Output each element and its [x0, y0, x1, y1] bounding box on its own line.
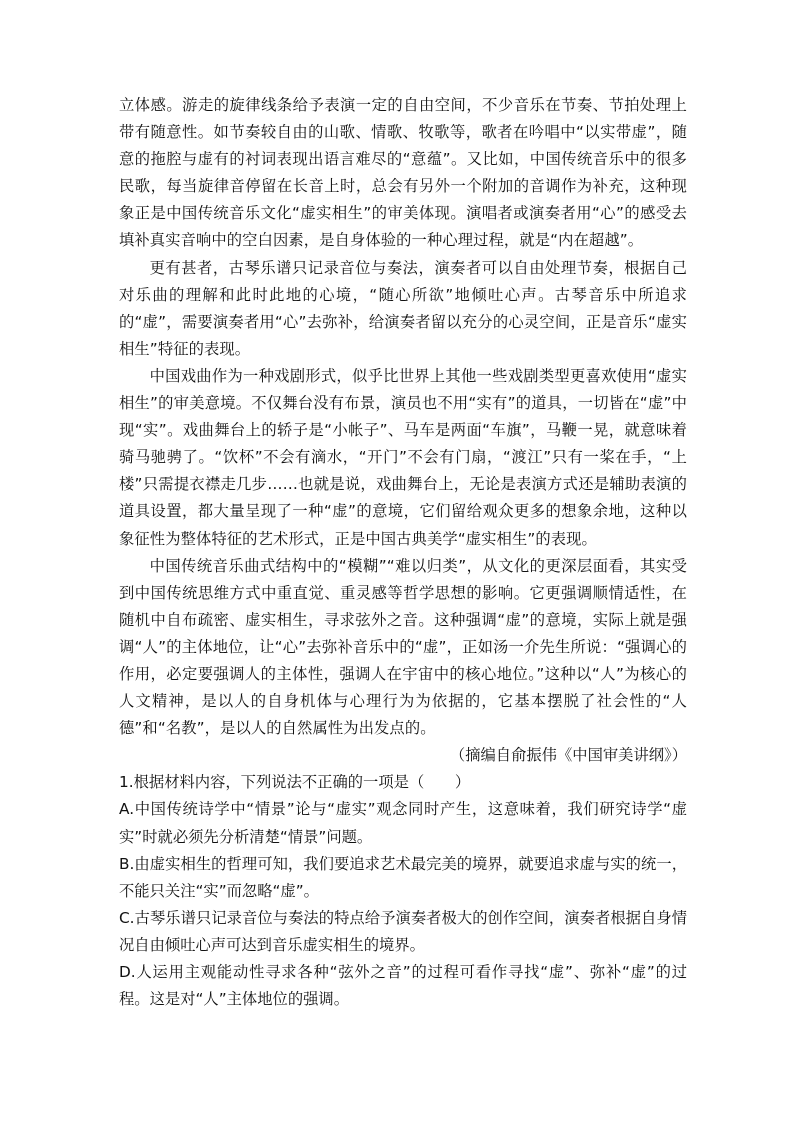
passage-paragraph-3: 中国戏曲作为一种戏剧形式，似乎比世界上其他一些戏剧类型更喜欢使用“虚实相生”的审美意境。不仅舞台没有布景，演员也不用“实有”的道具，一切皆在“虚”中现“实”。戏曲舞台上的轿子是“小帐子”、马车是两面“车旗”，马鞭一晃，就意味着骑马驰骋了。“饮杯”不会有滴水，“开门”不会有门扇，“渡江”只有一桨在手，“上楼”只需提衣襟走几步……也就是说，戏曲舞台上，无论是表演方式还是辅助表演的道具设置，都大量呈现了一种“虚”的意境，它们留给观众更多的想象余地，这种以象征性为整体特征的艺术形式，正是中国古典美学“虚实相生”的表现。 — [119, 366, 687, 548]
option-c: C.古琴乐谱只记录音位与奏法的特点给予演奏者极大的创作空间，演奏者根据自身情况自由倾吐心声可达到音乐虚实相生的境界。 — [119, 908, 687, 954]
passage-paragraph-1: 立体感。游走的旋律线条给予表演一定的自由空间，不少音乐在节奏、节拍处理上带有随意性。如节奏较自由的山歌、情歌、牧歌等，歌者在吟唱中“以实带虚”，随意的拖腔与虚有的衬词表现出语言难尽的“意蕴”。又比如，中国传统音乐中的很多民歌，每当旋律音停留在长音上时，总会有另外一个附加的音调作为补充，这种现象正是中国传统音乐文化“虚实相生”的审美体现。演唱者或演奏者用“心”的感受去填补真实音响中的空白因素，是自身体验的一种心理过程，就是“内在超越”。 — [119, 96, 687, 250]
option-d: D.人运用主观能动性寻求各种“弦外之音”的过程可看作寻找“虚”、弥补“虚”的过程。这是对“人”主体地位的强调。 — [119, 963, 687, 1009]
passage-paragraph-4: 中国传统音乐曲式结构中的“模糊”“难以归类”，从文化的更深层面看，其实受到中国传统思维方式中重直觉、重灵感等哲学思想的影响。它更强调顺情适性，在随机中自布疏密、虚实相生，寻求弦外之音。这种强调“虚”的意境，实际上就是强调“人”的主体地位，让“心”去弥补音乐中的“虚”，正如汤一介先生所说：“强调心的作用，必定要强调人的主体性，强调人在宇宙中的核心地位。”这种以“人”为核心的人文精神，是以人的自身机体与心理行为为依据的，它基本摆脱了社会性的“人德”和“名教”，是以人的自然属性为出发点的。 — [119, 556, 687, 738]
option-b: B.由虚实相生的哲理可知，我们要追求艺术最完美的境界，就要追求虚与实的统一，不能只关注“实”而忽略“虚”。 — [119, 854, 687, 900]
passage-source: （摘编自俞振伟《中国审美讲纲》） — [449, 746, 687, 765]
option-a: A.中国传统诗学中“情景”论与“虚实”观念同时产生，这意味着，我们研究诗学“虚实”时就必须先分析清楚“情景”问题。 — [119, 800, 687, 846]
document-page — [119, 92, 687, 1013]
question-stem: 1.根据材料内容，下列说法不正确的一项是（ ） — [119, 773, 471, 792]
passage-paragraph-2: 更有甚者，古琴乐谱只记录音位与奏法，演奏者可以自由处理节奏，根据自己对乐曲的理解和此时此地的心境，“随心所欲”地倾吐心声。古琴音乐中所追求的“虚”，需要演奏者用“心”去弥补，给演奏者留以充分的心灵空间，正是音乐“虚实相生”特征的表现。 — [119, 258, 687, 358]
